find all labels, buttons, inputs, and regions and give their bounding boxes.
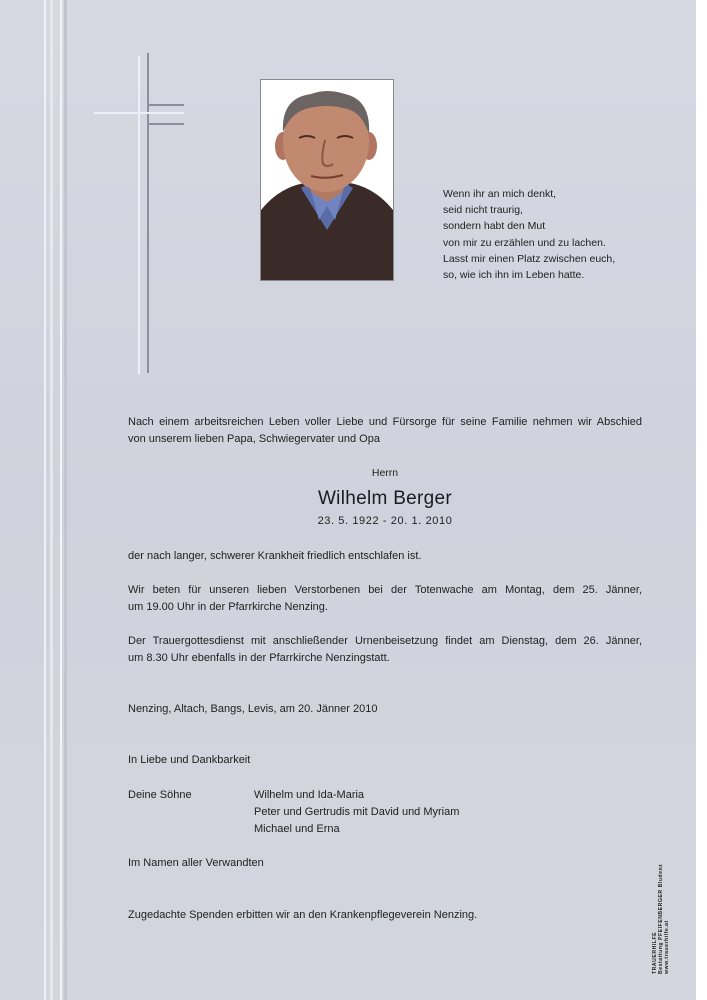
decorative-stripe	[50, 0, 53, 1000]
closing-text: In Liebe und Dankbarkeit	[128, 754, 251, 766]
funeral-line: Der Trauergottesdienst mit anschließender Urnenbeisetzung findet am Dienstag, dem 26. Jänner,	[128, 635, 642, 647]
relatives-text: Im Namen aller Verwandten	[128, 857, 264, 869]
place-date: Nenzing, Altach, Bangs, Levis, am 20. Jänner 2010	[128, 703, 378, 715]
poem-line: Wenn ihr an mich denkt,	[443, 188, 557, 200]
intro-paragraph	[128, 414, 642, 448]
passing-text: der nach langer, schwerer Krankheit friedlich entschlafen ist.	[128, 550, 422, 562]
donation-text: Zugedachte Spenden erbitten wir an den Krankenpflegeverein Nenzing.	[128, 909, 478, 921]
salutation: Herrn	[371, 467, 399, 479]
poem-line: von mir zu erzählen und zu lachen.	[443, 236, 606, 249]
wake-line: Wir beten für unseren lieben Verstorbenen bei der Totenwache am Montag, dem 25. Jänner,	[128, 584, 642, 596]
portrait-illustration	[261, 80, 393, 280]
son-entry: Peter und Gertrudis mit David und Myriam	[254, 806, 460, 818]
publisher-name: TRAUERHILFE	[652, 931, 658, 974]
poem	[443, 186, 643, 283]
sons-list	[254, 787, 459, 838]
publisher-website: www.trauerhilfe.at	[664, 920, 670, 974]
intro-line: Nach einem arbeitsreichen Leben voller Liebe und Fürsorge für seine Familie nehmen wir Abschied	[128, 416, 642, 428]
wake-line: um 19.00 Uhr in der Pfarrkirche Nenzing.	[128, 601, 328, 613]
son-entry: Wilhelm und Ida-Maria	[254, 789, 365, 801]
wake-paragraph	[128, 582, 642, 616]
poem-line: sondern habt den Mut	[443, 220, 546, 233]
publisher-logo	[652, 863, 682, 974]
poem-line: seid nicht traurig,	[443, 204, 523, 217]
portrait-photo	[260, 79, 394, 281]
decorative-stripe	[60, 0, 62, 1000]
poem-line: so, wie ich ihn im Leben hatte.	[443, 269, 585, 282]
intro-line: von unserem lieben Papa, Schwiegervater und Opa	[128, 433, 380, 445]
funeral-paragraph	[128, 633, 642, 667]
sons-label: Deine Söhne	[128, 789, 192, 801]
deceased-name: Wilhelm Berger	[317, 488, 453, 509]
funeral-line: um 8.30 Uhr ebenfalls in der Pfarrkirche Nenzingstatt.	[128, 652, 390, 664]
publisher-subtitle: Bestattung PFEIFENBERGER Bludenz	[658, 863, 664, 974]
decorative-stripe	[64, 0, 67, 1000]
poem-line: Lasst mir einen Platz zwischen euch,	[443, 252, 616, 265]
decorative-stripe	[44, 0, 46, 1000]
life-dates: 23. 5. 1922 - 20. 1. 2010	[317, 515, 453, 527]
son-entry: Michael und Erna	[254, 823, 340, 835]
